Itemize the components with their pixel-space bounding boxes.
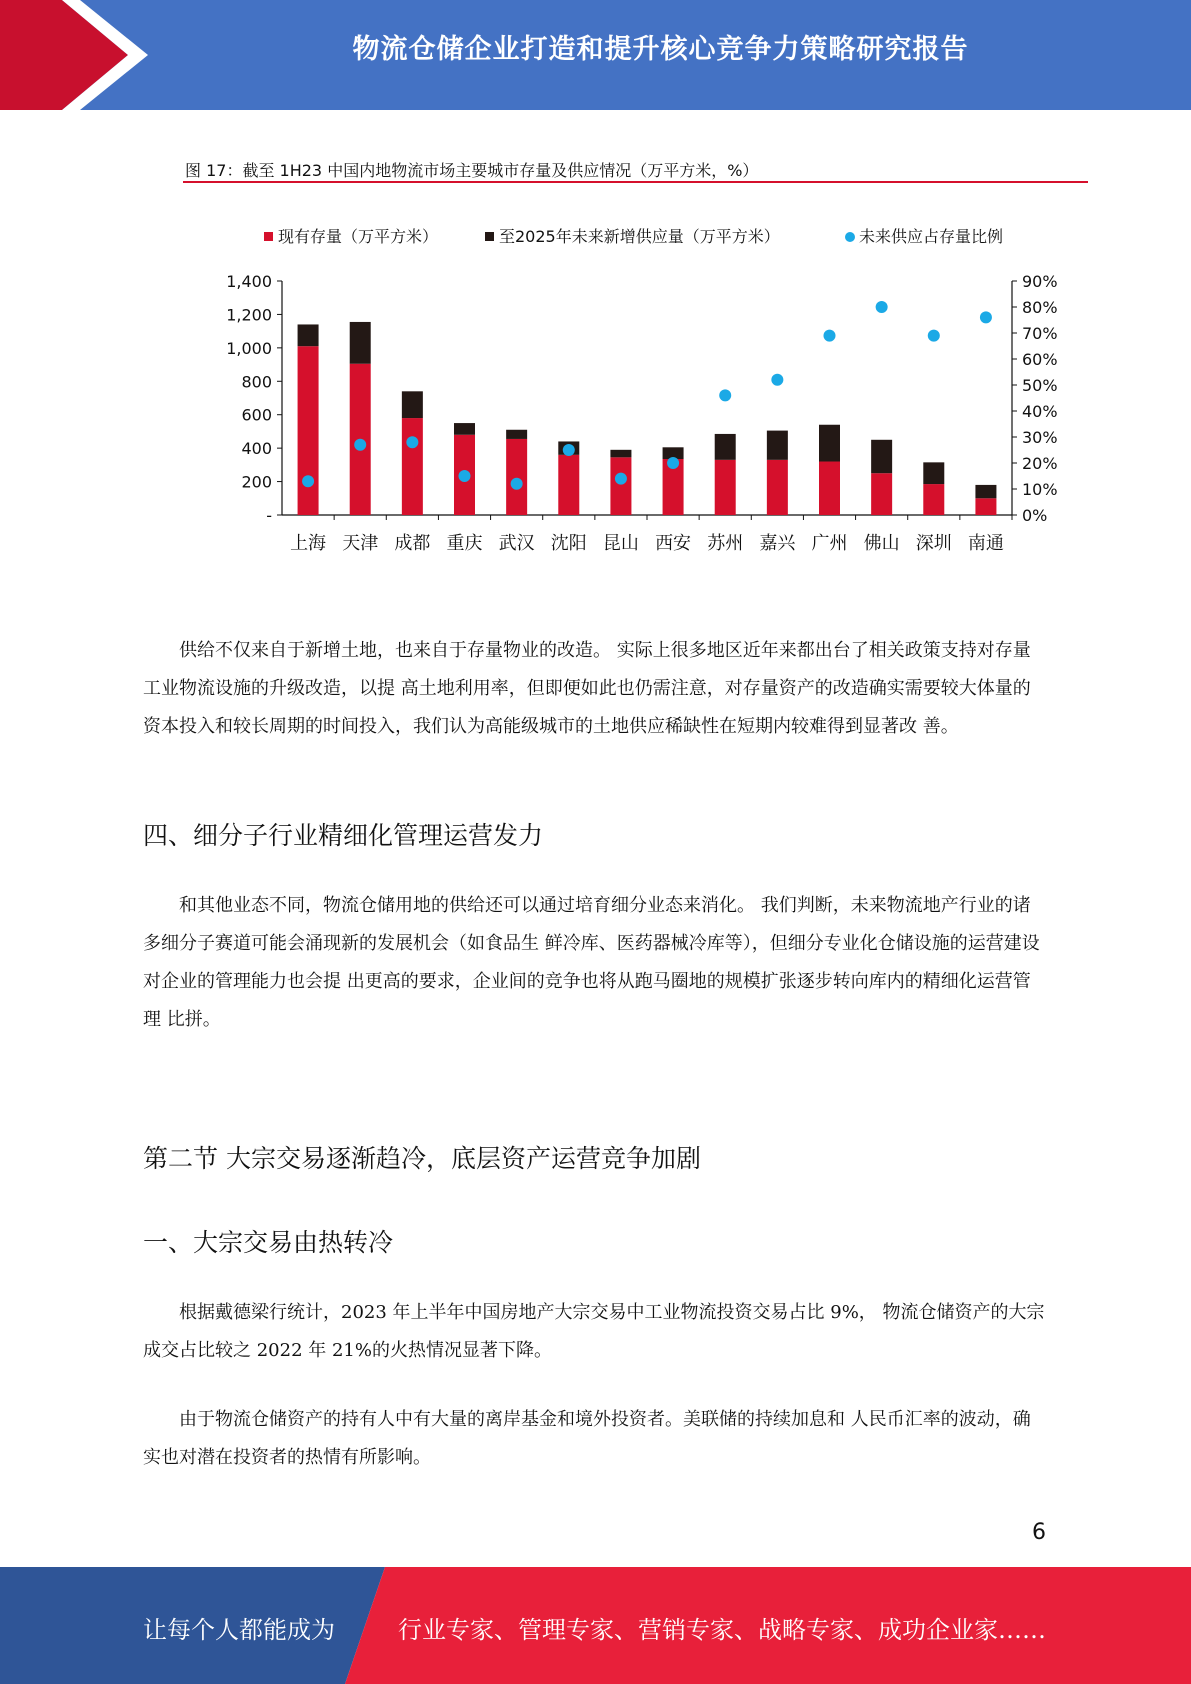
bar-future-supply	[819, 425, 840, 462]
bar-future-supply	[298, 324, 319, 346]
legend-label: 现有存量（万平方米）	[278, 227, 439, 246]
scatter-supply-ratio-point	[459, 470, 471, 482]
y-left-tick-label: 200	[241, 472, 272, 492]
bar-future-supply	[402, 391, 423, 418]
x-category-label: 苏州	[707, 533, 744, 554]
scatter-supply-ratio-point	[771, 374, 783, 386]
scatter-supply-ratio-point	[980, 311, 992, 323]
bar-future-supply	[715, 434, 736, 460]
x-category-label: 上海	[290, 533, 327, 554]
y-right-tick-label: 80%	[1022, 298, 1058, 317]
bar-existing-stock	[819, 462, 840, 515]
bar-existing-stock	[715, 460, 736, 515]
x-category-label: 南通	[967, 533, 1004, 554]
bar-future-supply	[454, 423, 475, 435]
footer-slogan-right: 行业专家、管理专家、营销专家、战略专家、成功企业家……	[398, 1616, 1046, 1644]
bar-future-supply	[506, 430, 527, 439]
y-left-tick-label: 600	[241, 405, 272, 425]
paragraph-supply-sources: 供给不仅来自于新增土地，也来自于存量物业的改造。 实际上很多地区近年来都出台了相关政策支持对存量工业物流设施的升级改造，以提 高土地利用率，但即便如此也仍需注意，对存量资产的改造确实需要较大体量的资本投入和较长周期的时间投入，我们认为高能级城市的土地供应稀缺性在短期内较难得到显著改 善。	[143, 640, 1031, 737]
y-left-tick-label: -	[266, 506, 272, 525]
scatter-supply-ratio-point	[667, 457, 679, 469]
header-arrow-decoration	[0, 0, 160, 110]
figure-title-rule	[183, 181, 1088, 183]
bar-existing-stock	[871, 473, 892, 515]
bar-existing-stock	[610, 457, 631, 515]
y-right-tick-label: 0%	[1022, 506, 1048, 525]
legend-swatch	[845, 232, 855, 242]
bar-existing-stock	[402, 418, 423, 515]
legend-label: 未来供应占存量比例	[859, 227, 1004, 246]
x-category-label: 广州	[811, 533, 848, 554]
paragraph-offshore-investors: 由于物流仓储资产的持有人中有大量的离岸基金和境外投资者。美联储的持续加息和 人民币汇率的波动，确实也对潜在投资者的热情有所影响。	[143, 1409, 1031, 1468]
scatter-supply-ratio-point	[928, 330, 940, 342]
page-header	[0, 0, 1191, 110]
y-right-tick-label: 90%	[1022, 272, 1058, 291]
bar-future-supply	[871, 440, 892, 473]
city-stock-supply-chart	[200, 220, 1080, 560]
y-left-tick-label: 1,200	[226, 305, 272, 325]
y-left-tick-label: 1,000	[226, 338, 272, 358]
legend-swatch	[264, 232, 273, 241]
bar-existing-stock	[767, 460, 788, 515]
scatter-supply-ratio-point	[876, 301, 888, 313]
heading-one-bulk-trade: 一、大宗交易由热转冷	[143, 1228, 394, 1257]
bar-existing-stock	[558, 455, 579, 515]
scatter-supply-ratio-point	[824, 330, 836, 342]
x-category-label: 沈阳	[550, 533, 587, 554]
y-right-tick-label: 60%	[1022, 350, 1058, 369]
y-right-tick-label: 30%	[1022, 428, 1058, 447]
x-category-label: 天津	[342, 533, 379, 554]
header-title: 物流仓储企业打造和提升核心竞争力策略研究报告	[352, 34, 969, 65]
bar-future-supply	[610, 450, 631, 458]
y-right-tick-label: 40%	[1022, 402, 1058, 421]
x-category-label: 昆山	[602, 533, 639, 554]
paragraph-dtz-statistics: 根据戴德梁行统计，2023 年上半年中国房地产大宗交易中工业物流投资交易占比 9%， 物流仓储资产的大宗成交占比较之 2022 年 21%的火热情况显著下降。	[143, 1302, 1045, 1361]
x-category-label: 佛山	[863, 533, 900, 554]
scatter-supply-ratio-point	[302, 475, 314, 487]
scatter-supply-ratio-point	[511, 478, 523, 490]
heading-section-two: 第二节 大宗交易逐渐趋冷，底层资产运营竞争加剧	[143, 1144, 701, 1173]
footer-slogan-left: 让每个人都能成为	[143, 1616, 335, 1644]
scatter-supply-ratio-point	[354, 439, 366, 451]
bar-existing-stock	[975, 498, 996, 515]
page-number: 6	[1032, 1520, 1046, 1545]
y-right-tick-label: 20%	[1022, 454, 1058, 473]
x-category-label: 武汉	[498, 533, 535, 554]
scatter-supply-ratio-point	[615, 473, 627, 485]
bar-future-supply	[923, 462, 944, 484]
y-left-tick-label: 800	[241, 372, 272, 392]
x-category-label: 深圳	[915, 533, 952, 554]
paragraph-subsector: 和其他业态不同，物流仓储用地的供给还可以通过培育细分业态来消化。 我们判断，未来物流地产行业的诸多细分子赛道可能会涌现新的发展机会（如食品生 鲜冷库、医药器械冷库等），但细分专业化仓储设施的运营建设对企业的管理能力也会提 出更高的要求，企业间的竞争也将从跑马圈地的规模扩张逐步转向库内的精细化运营管理 比拼。	[143, 895, 1040, 1030]
x-category-label: 成都	[394, 533, 431, 554]
x-category-label: 西安	[655, 533, 692, 554]
y-right-tick-label: 70%	[1022, 324, 1058, 343]
scatter-supply-ratio-point	[406, 436, 418, 448]
x-category-label: 重庆	[446, 533, 483, 554]
y-left-tick-label: 400	[241, 439, 272, 459]
legend-swatch	[485, 232, 494, 241]
scatter-supply-ratio-point	[563, 444, 575, 456]
bar-existing-stock	[298, 346, 319, 515]
bar-existing-stock	[506, 439, 527, 515]
bar-future-supply	[975, 485, 996, 498]
y-right-tick-label: 50%	[1022, 376, 1058, 395]
heading-four-subsector: 四、细分子行业精细化管理运营发力	[143, 821, 544, 850]
legend-label: 至2025年未来新增供应量（万平方米）	[499, 227, 780, 246]
x-category-label: 嘉兴	[759, 533, 796, 554]
bar-future-supply	[350, 322, 371, 364]
figure-title: 图 17：截至 1H23 中国内地物流市场主要城市存量及供应情况（万平方米，%）	[185, 161, 759, 180]
y-left-tick-label: 1,400	[226, 272, 272, 291]
scatter-supply-ratio-point	[719, 389, 731, 401]
bar-future-supply	[767, 431, 788, 460]
bar-existing-stock	[923, 484, 944, 515]
y-right-tick-label: 10%	[1022, 480, 1058, 499]
